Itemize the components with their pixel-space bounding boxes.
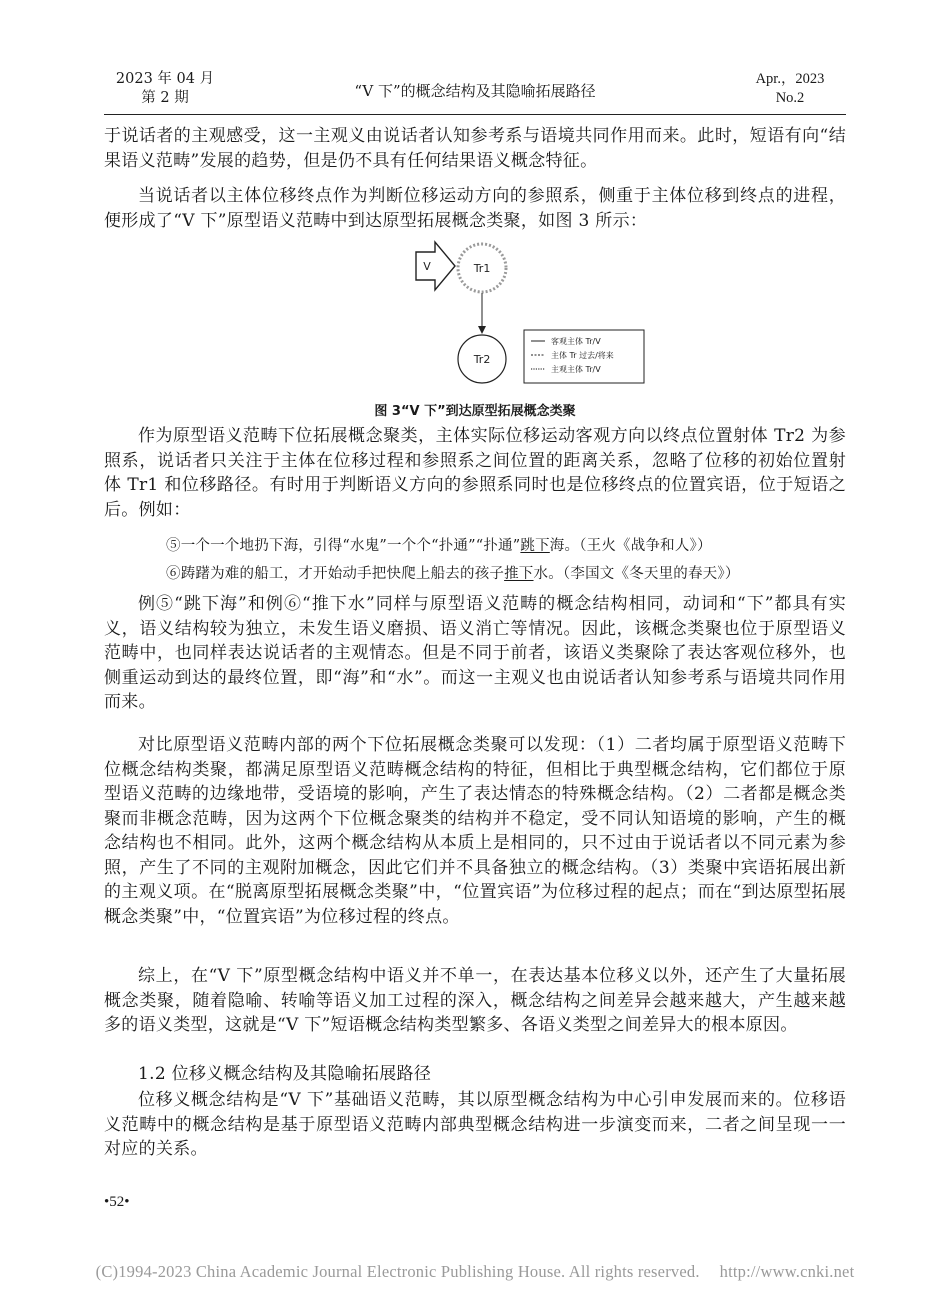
example-6-text: ⑥踌躇为难的船工，才开始动手把快爬上船去的孩子 xyxy=(166,566,505,582)
copyright-footer xyxy=(0,1262,950,1282)
example-5-underlined: 跳下 xyxy=(520,538,550,554)
example-6-underlined: 推下 xyxy=(504,566,534,582)
paragraph-2: 当说话者以主体位移终点作为判断位移运动方向的参照系，侧重于主体位移到终点的进程，便形成了“V 下”原型语义范畴中到达原型拓展概念类聚，如图 3 所示： xyxy=(104,186,846,231)
section-heading: 1.2 位移义概念结构及其隐喻拓展路径 xyxy=(138,1064,432,1084)
v-arrow-shape xyxy=(416,242,455,290)
footer-url: http://www.cnki.net xyxy=(719,1262,855,1281)
legend-item-past-future: 主体 Tr 过去/将来 xyxy=(551,351,614,360)
legend-item-objective: 客观主体 Tr/V xyxy=(551,337,601,346)
header-issue: 第 2 期 xyxy=(141,90,189,106)
paragraph-6: 综上，在“V 下”原型概念结构中语义并不单一，在表达基本位移义以外，还产生了大量拓展概念类聚，随着隐喻、转喻等语义加工过程的深入，概念结构之间差异会越来越大，产生越来越多的语义类型，这就是“V 下”短语概念结构类型繁多、各语义类型之间差异大的根本原因。 xyxy=(104,966,846,1035)
header-month-en: Apr.，2023 xyxy=(755,71,825,87)
example-6-source: 水。（李国文《冬天里的春天》） xyxy=(533,566,740,582)
figure-3-diagram xyxy=(400,238,660,388)
legend-item-subjective: 主观主体 Tr/V xyxy=(551,365,601,374)
header-date xyxy=(110,70,220,108)
paragraph-4: 例⑤“跳下海”和例⑥“推下水”同样与原型语义范畴的概念结构相同，动词和“下”都具有实义，语义结构较为独立，未发生语义磨损、语义消亡等情况。因此，该概念类聚也位于原型语义范畴中，也同样表达说话者的主观情态。但是不同于前者，该语义类聚除了表达客观位移外，也侧重运动到达的最终位置，即“海”和“水”。而这一主观义也由说话者认知参考系与语境共同作用而来。 xyxy=(104,594,846,712)
header-issue-en: No.2 xyxy=(775,90,805,106)
paragraph-7: 位移义概念结构是“V 下”基础语义范畴，其以原型概念结构为中心引申发展而来的。位移语义范畴中的概念结构是基于原型语义范畴内部典型概念结构进一步演变而来，二者之间呈现一一对应的关系。 xyxy=(104,1090,846,1159)
header-date-en xyxy=(735,70,845,108)
paragraph-5: 对比原型语义范畴内部的两个下位拓展概念类聚可以发现：（1）二者均属于原型语义范畴下位概念结构类聚，都满足原型语义范畴概念结构的特征，但相比于典型概念结构，它们都位于原型语义范畴的边缘地带，受语境的影响，产生了表达情态的特殊概念结构。（2）二者都是概念类聚而非概念范畴，因为这两个下位概念聚类的结构并不稳定，受不同认知语境的影响，产生的概念结构也不相同。此外，这两个概念结构从本质上是相同的，只不过由于说话者以不同元素为参照，产生了不同的主观附加概念，因此它们并不具备独立的概念结构。（3）类聚中宾语拓展出新的主观义项。在“脱离原型拓展概念类聚”中，“位置宾语”为位移过程的起点；而在“到达原型拓展概念类聚”中，“位置宾语”为位移过程的终点。 xyxy=(104,735,846,927)
page-number: •52• xyxy=(104,1194,130,1210)
example-5-text: ⑤一个一个地扔下海，引得“水鬼”一个个“扑通”“扑通” xyxy=(166,538,521,554)
copyright-text: (C)1994-2023 China Academic Journal Electronic Publishing House. All rights reserved. xyxy=(95,1262,700,1281)
header-rule xyxy=(104,114,846,115)
paragraph-3: 作为原型语义范畴下位拓展概念聚类，主体实际位移运动客观方向以终点位置射体 Tr2 为参照系，说话者只关注于主体在位移过程和参照系之间位置的距离关系，忽略了位移的初始位置射体 Tr1 和位移路径。有时用于判断语义方向的参照系同时也是位移终点的位置宾语，位于短语之后。例如： xyxy=(104,426,846,520)
tr1-label: Tr1 xyxy=(473,262,491,275)
example-5-source: 海。（王火《战争和人》） xyxy=(549,538,712,554)
example-5 xyxy=(166,536,712,556)
v-arrow-label: V xyxy=(423,260,431,273)
header-year-month: 2023 年 04 月 xyxy=(115,71,215,87)
running-title: “V 下”的概念结构及其隐喻拓展路径 xyxy=(354,82,596,100)
figure-caption: 图 3“V 下”到达原型拓展概念类聚 xyxy=(374,404,576,419)
paragraph-1: 于说话者的主观感受，这一主观义由说话者认知参考系与语境共同作用而来。此时，短语有向“结果语义范畴”发展的趋势，但是仍不具有任何结果语义概念特征。 xyxy=(104,126,846,171)
example-6 xyxy=(166,564,740,584)
down-arrow-head xyxy=(478,326,486,334)
tr2-label: Tr2 xyxy=(473,353,491,366)
